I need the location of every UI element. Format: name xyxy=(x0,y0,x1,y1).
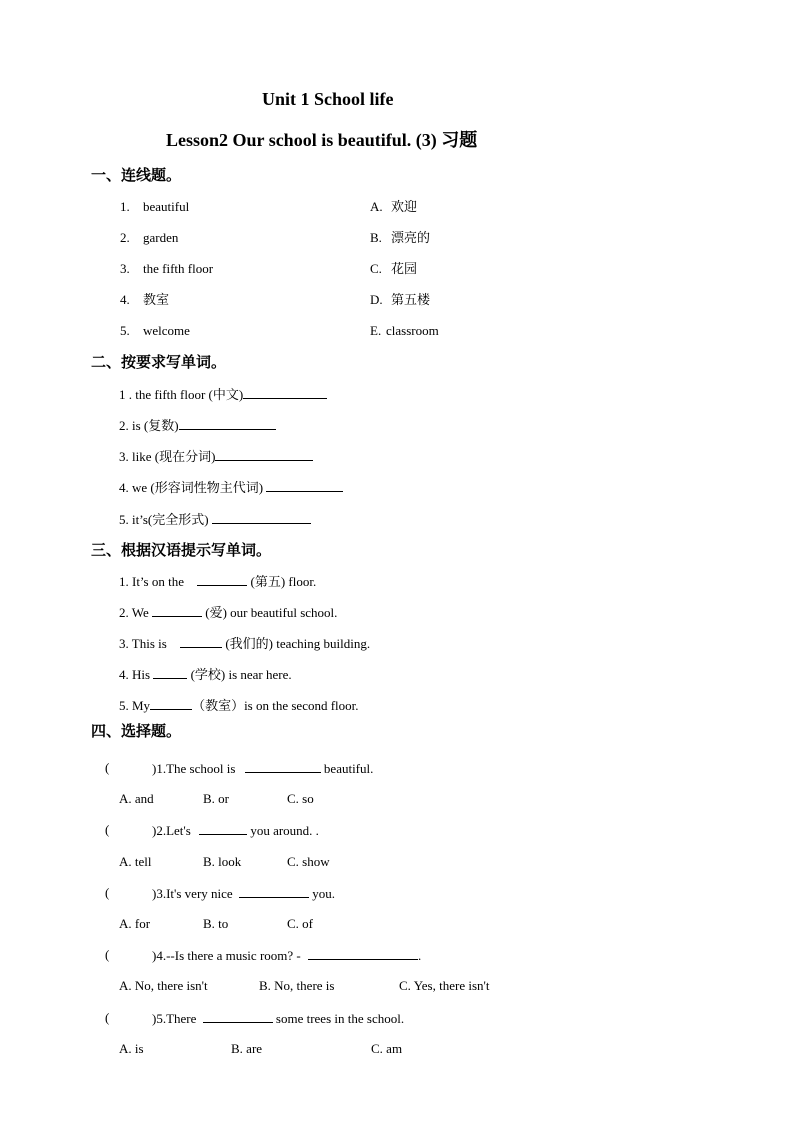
match-right-item: 花园 xyxy=(391,261,418,276)
write-word-prompt: 3. like (现在分词) xyxy=(119,449,216,464)
write-word-item xyxy=(119,479,343,496)
write-word-item xyxy=(119,511,311,528)
match-right-letter: E. xyxy=(370,323,382,338)
answer-blank xyxy=(245,760,321,773)
write-word-prompt: 2. is (复数) xyxy=(119,418,179,433)
match-right-item: 漂亮的 xyxy=(391,230,431,245)
match-right-item: classroom xyxy=(386,323,439,338)
question-number: )3. xyxy=(152,886,167,901)
fill-word-after: (学校) is near here. xyxy=(187,667,292,682)
option-c[interactable]: C. Yes, there isn't xyxy=(399,978,490,993)
question-stem xyxy=(152,1010,404,1027)
question-number: )2. xyxy=(152,823,167,838)
match-left-item: welcome xyxy=(143,323,190,338)
answer-blank xyxy=(203,1010,273,1023)
question-text: Let's xyxy=(166,823,195,838)
write-word-prompt: 5. it’s(完全形式) xyxy=(119,512,212,527)
answer-paren-open[interactable]: ( xyxy=(105,947,110,962)
question-number: )1. xyxy=(152,761,167,776)
option-c[interactable]: C. am xyxy=(371,1041,403,1056)
section-4-heading: 四、选择题。 xyxy=(91,722,182,740)
option-a[interactable]: A. tell xyxy=(119,854,152,869)
question-text: The school is xyxy=(166,761,239,776)
question-number: )4. xyxy=(152,948,167,963)
match-left-item: garden xyxy=(143,230,179,245)
option-a[interactable]: A. and xyxy=(119,791,154,806)
option-a[interactable]: A. for xyxy=(119,916,151,931)
section-2-heading: 二、按要求写单词。 xyxy=(91,353,227,371)
fill-word-after: (爱) our beautiful school. xyxy=(202,605,338,620)
answer-blank[interactable] xyxy=(197,573,247,586)
section-3-heading: 三、根据汉语提示写单词。 xyxy=(91,541,272,559)
question-text: --Is there a music room? - xyxy=(166,948,304,963)
fill-word-before: 3. This is xyxy=(119,636,171,651)
write-word-item xyxy=(119,448,313,465)
fill-word-item xyxy=(119,697,359,714)
answer-paren-open[interactable]: ( xyxy=(105,760,110,775)
match-left-number: 5. xyxy=(120,323,130,338)
fill-word-before: 2. We xyxy=(119,605,153,620)
answer-blank[interactable] xyxy=(212,511,311,524)
question-text: It's very nice xyxy=(166,886,236,901)
match-left-number: 2. xyxy=(120,230,130,245)
answer-blank xyxy=(199,822,247,835)
write-word-prompt: 4. we (形容词性物主代词) xyxy=(119,480,267,495)
question-text-after: you. xyxy=(308,886,335,901)
fill-word-item xyxy=(119,604,337,621)
option-b[interactable]: B. or xyxy=(203,791,229,806)
fill-word-item xyxy=(119,666,292,683)
option-c[interactable]: C. show xyxy=(287,854,330,869)
answer-blank[interactable] xyxy=(150,697,192,710)
answer-blank[interactable] xyxy=(180,635,222,648)
section-1-heading: 一、连线题。 xyxy=(91,166,182,184)
match-right-letter: C. xyxy=(370,261,382,276)
question-number: )5. xyxy=(152,1011,167,1026)
answer-blank xyxy=(239,885,309,898)
write-word-item xyxy=(119,386,327,403)
write-word-item xyxy=(119,417,276,434)
answer-paren-open[interactable]: ( xyxy=(105,885,110,900)
option-c[interactable]: C. so xyxy=(287,791,314,806)
option-b[interactable]: B. to xyxy=(203,916,229,931)
answer-blank[interactable] xyxy=(152,604,202,617)
match-right-item: 欢迎 xyxy=(391,199,418,214)
question-stem xyxy=(152,947,421,964)
write-word-prompt: 1 . the fifth floor (中文) xyxy=(119,387,244,402)
fill-word-item xyxy=(119,635,370,652)
option-b[interactable]: B. are xyxy=(231,1041,263,1056)
match-left-item: 教室 xyxy=(143,292,170,307)
answer-blank[interactable] xyxy=(153,666,187,679)
page-title: Unit 1 School life xyxy=(262,89,394,109)
question-text: There xyxy=(166,1011,200,1026)
match-left-number: 1. xyxy=(120,199,130,214)
fill-word-before: 4. His xyxy=(119,667,154,682)
question-stem xyxy=(152,822,319,839)
answer-blank[interactable] xyxy=(243,386,327,399)
match-left-number: 4. xyxy=(120,292,130,307)
answer-blank[interactable] xyxy=(266,479,343,492)
answer-blank[interactable] xyxy=(179,417,276,430)
option-c[interactable]: C. of xyxy=(287,916,313,931)
page-subtitle: Lesson2 Our school is beautiful. (3) 习题 xyxy=(166,130,478,150)
answer-paren-open[interactable]: ( xyxy=(105,1010,110,1025)
match-right-letter: B. xyxy=(370,230,382,245)
answer-paren-open[interactable]: ( xyxy=(105,822,110,837)
question-text-after: beautiful. xyxy=(320,761,374,776)
fill-word-before: 5. My xyxy=(119,698,151,713)
fill-word-before: 1. It’s on the xyxy=(119,574,188,589)
fill-word-after: (我们的) teaching building. xyxy=(222,636,371,651)
match-left-item: beautiful xyxy=(143,199,190,214)
match-right-letter: D. xyxy=(370,292,383,307)
match-left-item: the fifth floor xyxy=(143,261,214,276)
fill-word-after: (第五) floor. xyxy=(247,574,317,589)
option-a[interactable]: A. is xyxy=(119,1041,144,1056)
question-stem xyxy=(152,885,335,902)
option-a[interactable]: A. No, there isn't xyxy=(119,978,208,993)
answer-blank xyxy=(308,947,418,960)
option-b[interactable]: B. look xyxy=(203,854,242,869)
question-text-after: some trees in the school. xyxy=(272,1011,405,1026)
answer-blank[interactable] xyxy=(215,448,313,461)
question-text-after: you around. . xyxy=(247,823,319,838)
fill-word-item xyxy=(119,573,316,590)
match-left-number: 3. xyxy=(120,261,130,276)
match-right-item: 第五楼 xyxy=(391,292,431,307)
question-text-after: . xyxy=(417,948,422,963)
fill-word-after: （教室）is on the second floor. xyxy=(192,698,359,713)
question-stem xyxy=(152,760,373,777)
match-right-letter: A. xyxy=(370,199,383,214)
option-b[interactable]: B. No, there is xyxy=(259,978,335,993)
